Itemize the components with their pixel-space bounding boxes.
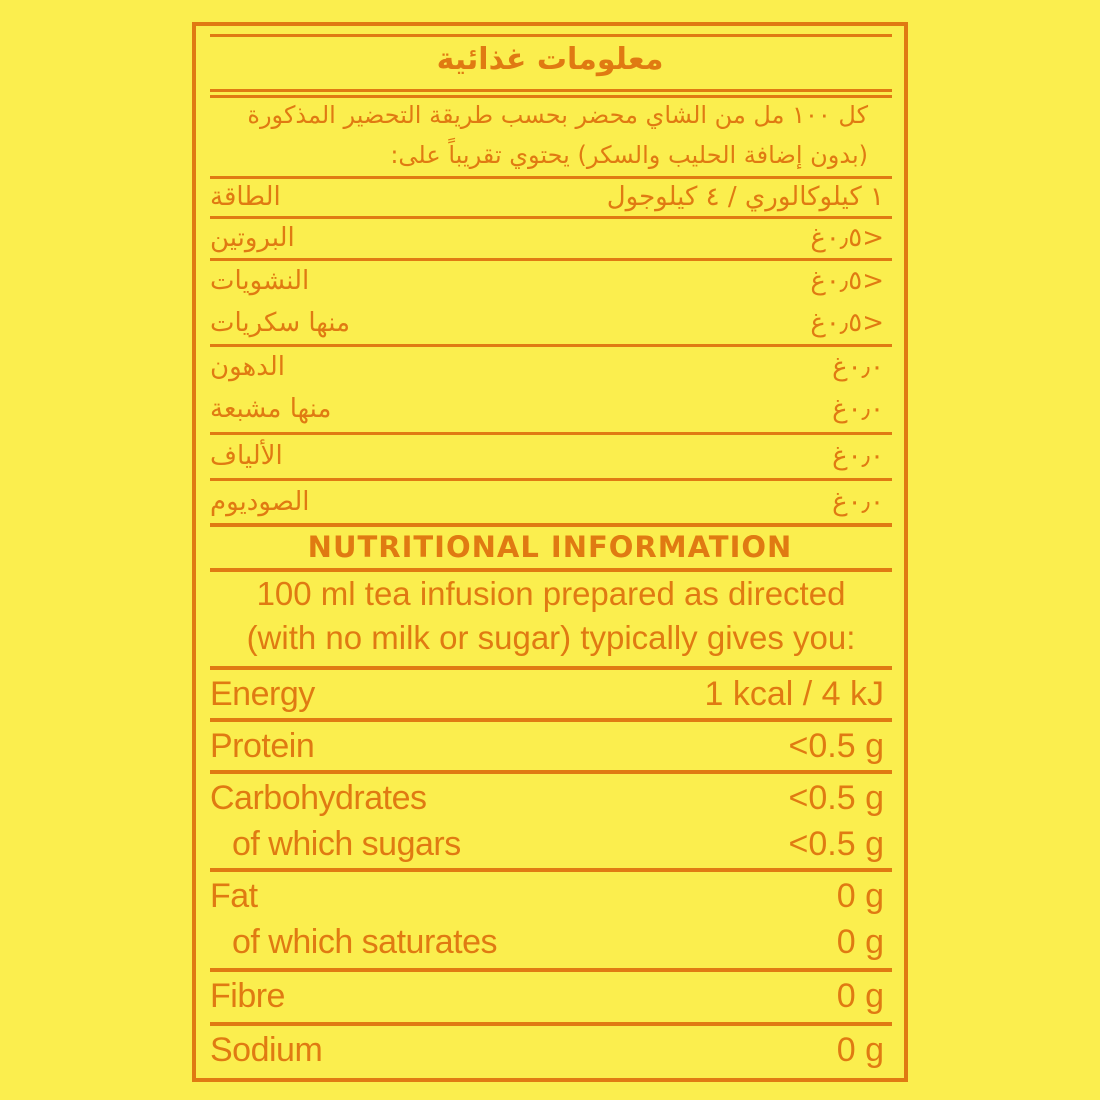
arabic-row-energy (210, 178, 884, 216)
arabic-row-saturates (210, 388, 884, 430)
nutrient-value: <٠٫٥غ (810, 266, 884, 296)
nutrient-value: <0.5 g (788, 778, 884, 817)
nutrient-name: منها مشبعة (210, 394, 332, 424)
arabic-title: معلومات غذائية (436, 42, 664, 77)
nutrient-name: الألياف (210, 441, 283, 471)
english-row-protein (210, 722, 884, 770)
nutrient-value: ٠٫٠غ (832, 394, 884, 424)
arabic-row-sodium (210, 480, 884, 524)
nutrient-name: الدهون (210, 352, 286, 382)
english-row-carbohydrates (210, 774, 884, 822)
nutrient-name: البروتين (210, 223, 295, 253)
nutrient-name: النشويات (210, 266, 310, 296)
english-row-energy (210, 670, 884, 718)
nutrient-value: ١ كيلوكالوري / ٤ كيلوجول (606, 182, 884, 212)
nutrient-name: Carbohydrates (210, 778, 427, 817)
nutrient-value: <٠٫٥غ (810, 308, 884, 338)
arabic-row-carbohydrates (210, 260, 884, 302)
nutrient-name: منها سكريات (210, 308, 351, 338)
rule (210, 89, 892, 92)
nutrient-name: Energy (210, 674, 315, 713)
english-row-fat (210, 872, 884, 920)
nutrient-name: of which sugars (232, 824, 461, 863)
arabic-intro-line-1: كل ١٠٠ مل من الشاي محضر بحسب طريقة التحضير المذكورة (247, 101, 868, 129)
top-rule (210, 34, 892, 37)
nutrition-label-panel (192, 22, 908, 1082)
english-row-saturates (210, 918, 884, 966)
english-row-fibre (210, 972, 884, 1020)
english-row-sugars (210, 820, 884, 868)
nutrient-name: الصوديوم (210, 487, 310, 517)
nutrient-value: 0 g (836, 976, 884, 1015)
nutrient-value: 0 g (836, 1030, 884, 1069)
nutrient-value: 0 g (836, 876, 884, 915)
nutrient-value: 1 kcal / 4 kJ (704, 674, 884, 713)
english-title: NUTRITIONAL INFORMATION (307, 530, 793, 564)
nutrient-name: Fibre (210, 976, 285, 1015)
english-intro-line-2: (with no milk or sugar) typically gives you: (246, 619, 856, 656)
nutrient-value: <٠٫٥غ (810, 223, 884, 253)
arabic-row-protein (210, 218, 884, 258)
arabic-intro-line-2: (بدون إضافة الحليب والسكر) يحتوي تقريباً على: (390, 141, 868, 169)
nutrient-name: الطاقة (210, 182, 281, 212)
nutrient-name: Protein (210, 726, 315, 765)
nutrient-value: ٠٫٠غ (832, 487, 884, 517)
nutrient-value: 0 g (836, 922, 884, 961)
nutrient-value: ٠٫٠غ (832, 352, 884, 382)
nutrient-value: <0.5 g (788, 824, 884, 863)
nutrient-name: of which saturates (232, 922, 498, 961)
nutrient-name: Sodium (210, 1030, 323, 1069)
english-intro-line-1: 100 ml tea infusion prepared as directed (256, 575, 846, 612)
english-row-sodium (210, 1026, 884, 1074)
rule (210, 523, 892, 527)
arabic-row-sugars (210, 302, 884, 344)
nutrient-value: ٠٫٠غ (832, 441, 884, 471)
arabic-row-fibre (210, 434, 884, 478)
arabic-row-fat (210, 346, 884, 388)
nutrient-value: <0.5 g (788, 726, 884, 765)
nutrient-name: Fat (210, 876, 258, 915)
